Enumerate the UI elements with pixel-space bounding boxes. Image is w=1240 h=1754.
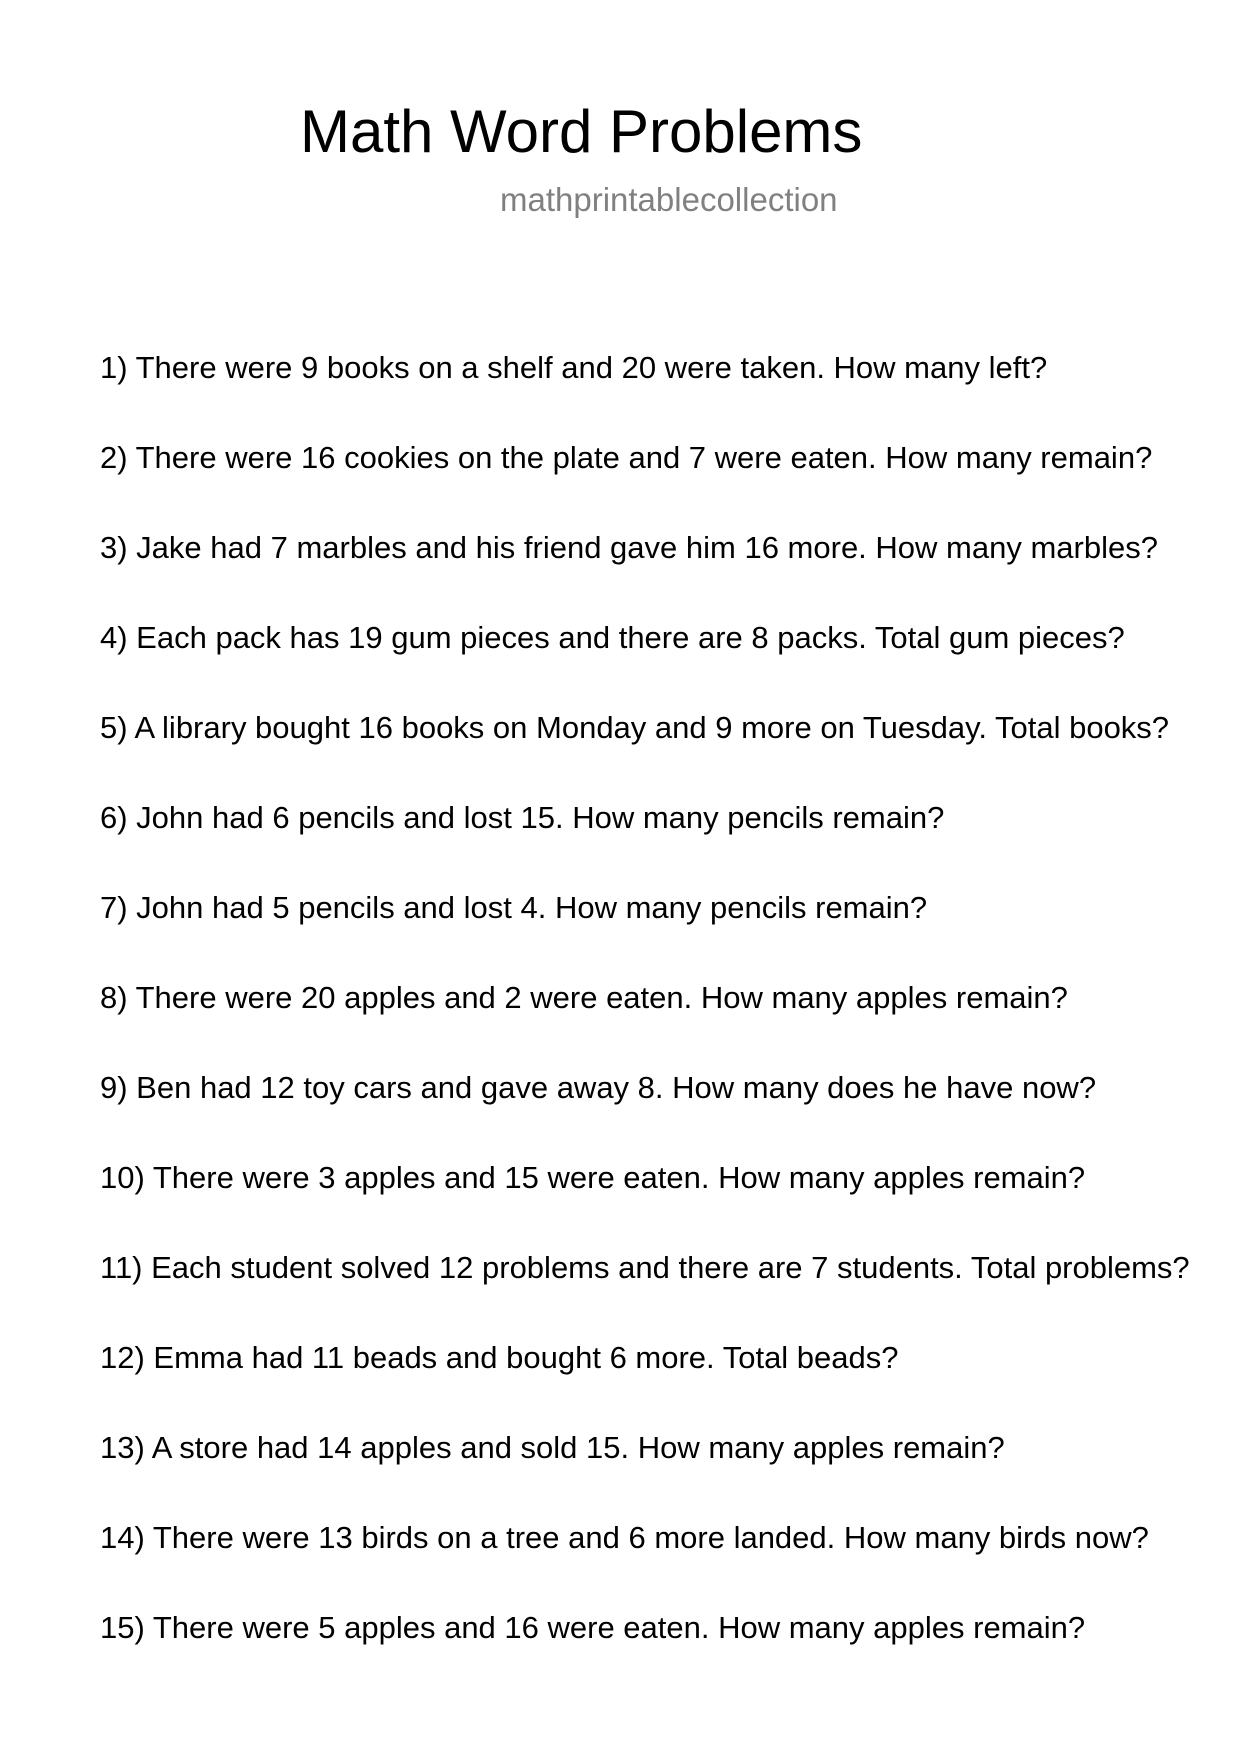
problem-item: 3) Jake had 7 marbles and his friend gave him 16 more. How many marbles?: [100, 530, 1158, 565]
problem-list: [100, 348, 1190, 1698]
problem-item: 8) There were 20 apples and 2 were eaten. How many apples remain?: [100, 980, 1068, 1015]
problem-item: 15) There were 5 apples and 16 were eaten. How many apples remain?: [100, 1610, 1086, 1645]
problem-item: 2) There were 16 cookies on the plate and 7 were eaten. How many remain?: [100, 440, 1153, 475]
problem-item: 10) There were 3 apples and 15 were eaten. How many apples remain?: [100, 1160, 1086, 1195]
problem-item: 4) Each pack has 19 gum pieces and there are 8 packs. Total gum pieces?: [100, 620, 1125, 655]
problem-item: 7) John had 5 pencils and lost 4. How many pencils remain?: [100, 890, 928, 925]
problem-item: 9) Ben had 12 toy cars and gave away 8. How many does he have now?: [100, 1070, 1097, 1105]
problem-item: 6) John had 6 pencils and lost 15. How many pencils remain?: [100, 800, 945, 835]
problem-item: 14) There were 13 birds on a tree and 6 more landed. How many birds now?: [100, 1520, 1149, 1555]
page-subtitle: mathprintablecollection: [500, 181, 838, 218]
problem-item: 11) Each student solved 12 problems and there are 7 students. Total problems?: [100, 1250, 1190, 1285]
problem-item: 5) A library bought 16 books on Monday and 9 more on Tuesday. Total books?: [100, 710, 1170, 745]
problem-item: 12) Emma had 11 beads and bought 6 more. Total beads?: [100, 1340, 899, 1375]
problem-item: 1) There were 9 books on a shelf and 20 were taken. How many left?: [100, 350, 1048, 385]
problem-item: 13) A store had 14 apples and sold 15. How many apples remain?: [100, 1430, 1005, 1465]
page-title: Math Word Problems: [300, 98, 863, 165]
